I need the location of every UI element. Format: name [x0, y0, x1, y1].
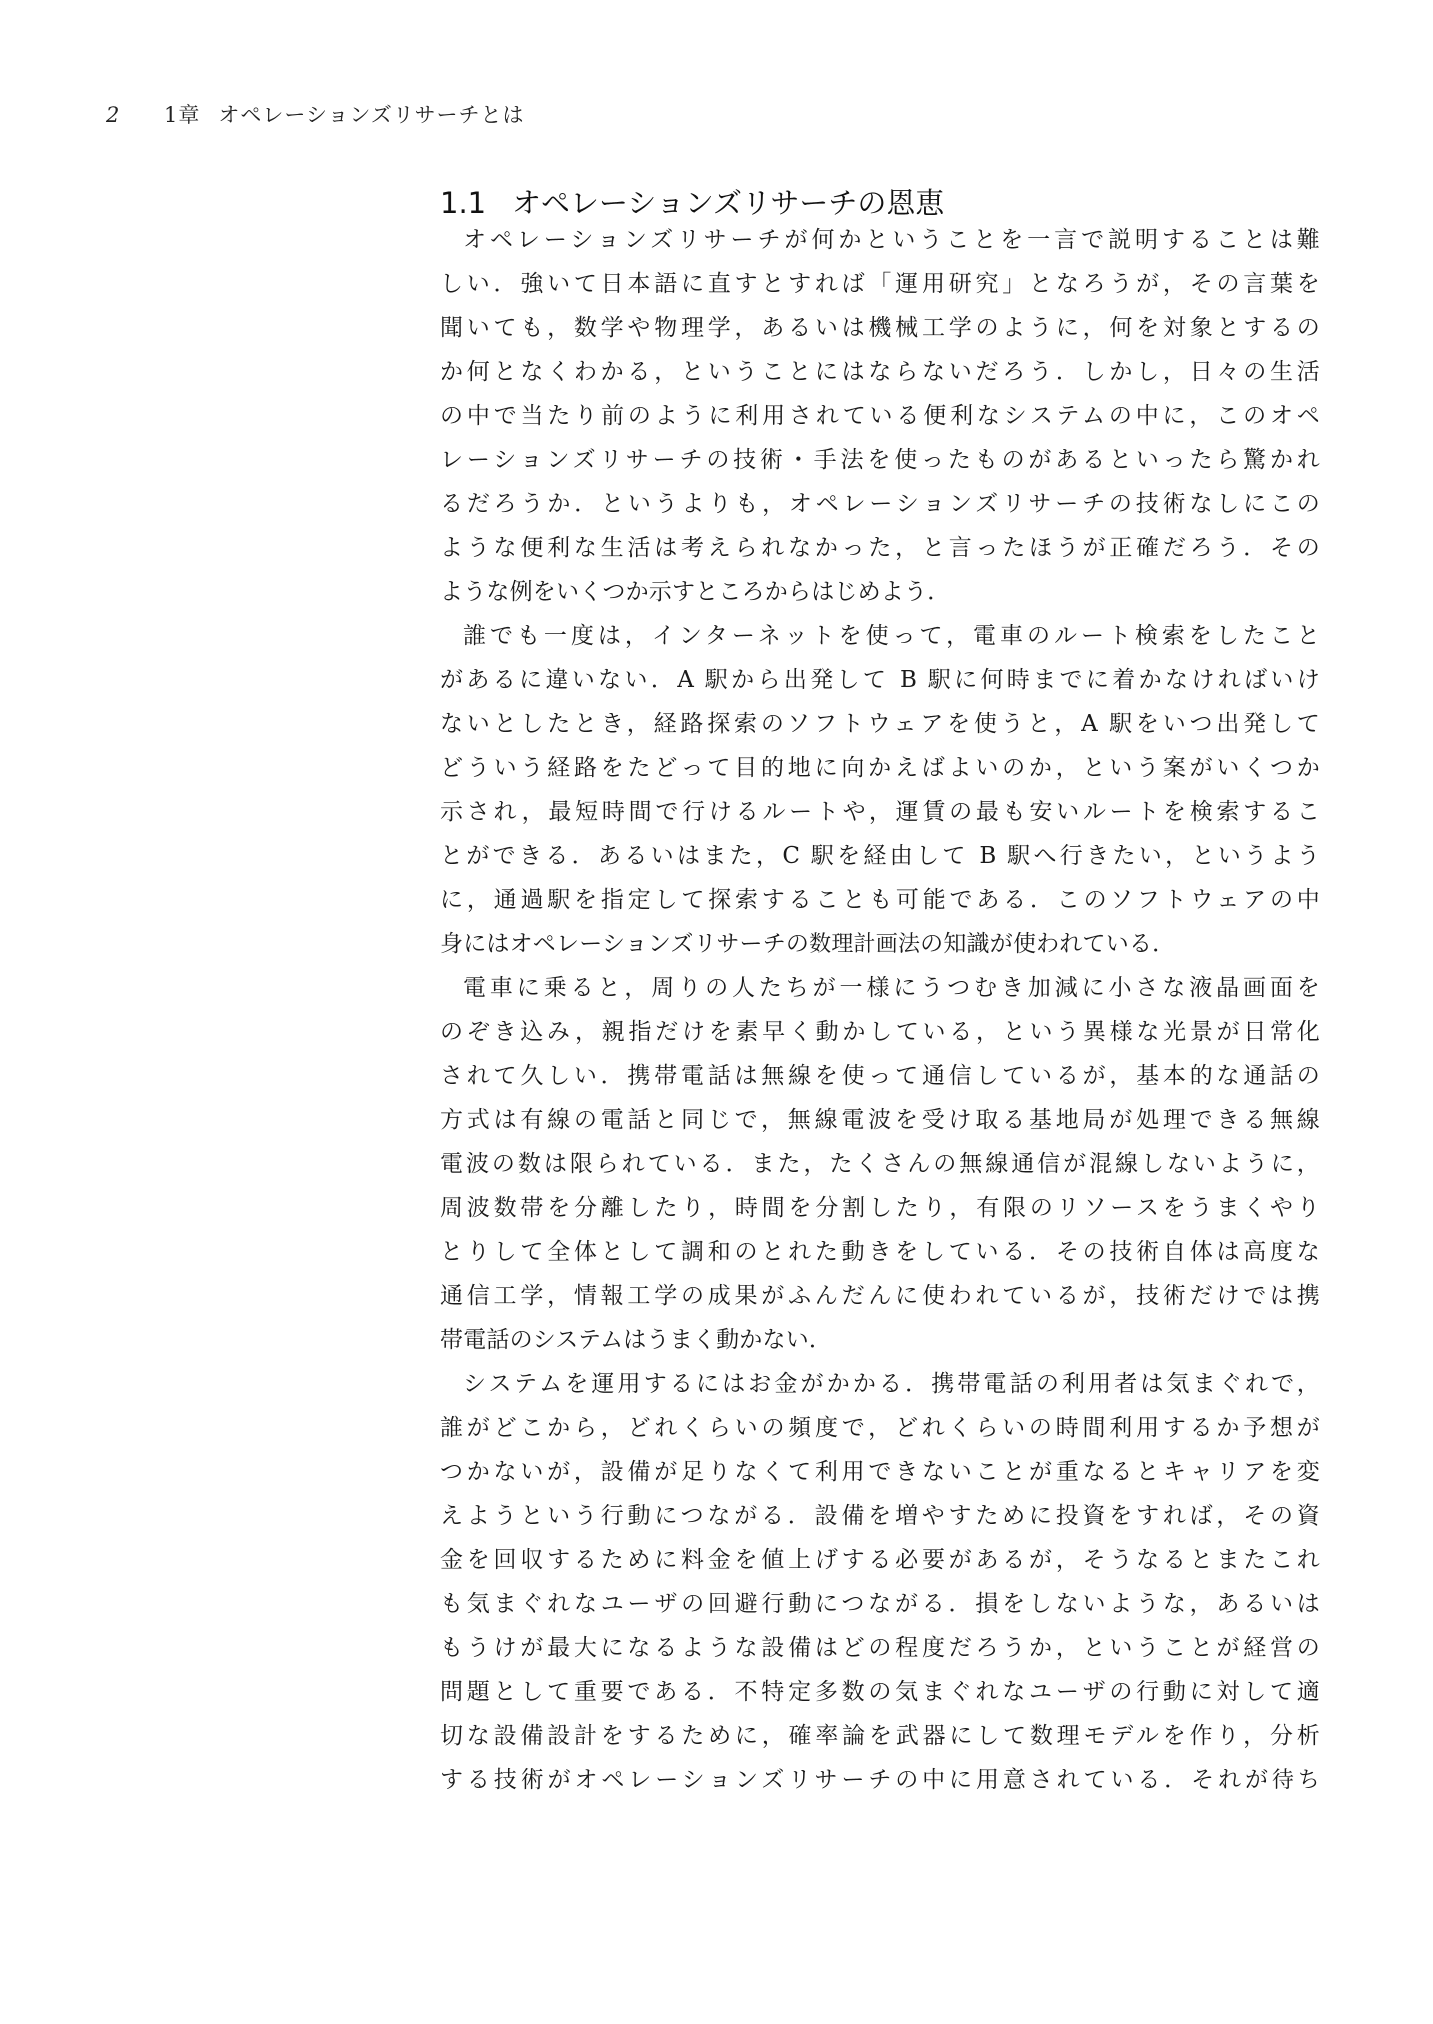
text-run: の知識が使われている．: [920, 931, 1176, 957]
text-line: 誰がどこから，どれくらいの頻度で，どれくらいの時間利用するか予想が: [440, 1415, 1320, 1441]
text-line: 帯電話のシステムはうまく動かない．: [440, 1327, 833, 1353]
text-line: [440, 922, 1320, 966]
text-line: も気まぐれなユーザの回避行動につながる．損をしないような，あるいは: [440, 1591, 1320, 1617]
text-line: どういう経路をたどって目的地に向かえばよいのか，という案がいくつか: [440, 755, 1320, 781]
section-heading: [440, 183, 944, 223]
paragraph: [440, 614, 1320, 966]
text-line: もうけが最大になるような設備はどの程度だろうか，ということが経営の: [440, 1635, 1320, 1661]
text-line: しい．強いて日本語に直すとすれば「運用研究」となろうが，その言葉を: [440, 271, 1320, 297]
text-line: ような例をいくつか示すところからはじめよう．: [440, 579, 951, 605]
text-line: 誰でも一度は，インターネットを使って，電車のルート検索をしたこと: [463, 623, 1320, 649]
text-line: 金を回収するために料金を値上げする必要があるが，そうなるとまたこれ: [440, 1547, 1320, 1573]
text-line: つかないが，設備が足りなくて利用できないことが重なるとキャリアを変: [440, 1459, 1320, 1485]
key-term: 待ち: [1271, 1768, 1320, 1793]
text-line: システムを運用するにはお金がかかる．携帯電話の利用者は気まぐれで，: [463, 1371, 1320, 1397]
text-line: があるに違いない．A 駅から出発して B 駅に何時までに着かなければいけ: [440, 667, 1320, 693]
section-title: オペレーションズリサーチの恩恵: [512, 186, 945, 220]
text-line: されて久しい．携帯電話は無線を使って通信しているが，基本的な通話の: [440, 1063, 1320, 1089]
chapter-label: 1章: [164, 103, 201, 127]
text-line: か何となくわかる，ということにはならないだろう．しかし，日々の生活: [440, 359, 1320, 385]
text-line: 問題として重要である．不特定多数の気まぐれなユーザの行動に対して適: [440, 1679, 1320, 1705]
text-line: オペレーションズリサーチが何かということを一言で説明することは難: [463, 227, 1320, 253]
text-line: 示され，最短時間で行けるルートや，運賃の最も安いルートを検索するこ: [440, 799, 1320, 825]
text-run: 身にはオペレーションズリサーチの: [440, 931, 810, 957]
paragraph: [440, 218, 1320, 614]
text-line: の中で当たり前のように利用されている便利なシステムの中に，このオペ: [440, 403, 1320, 429]
text-line: 聞いても，数学や物理学，あるいは機械工学のように，何を対象とするの: [440, 315, 1320, 341]
text-line: 通信工学，情報工学の成果がふんだんに使われているが，技術だけでは携: [440, 1283, 1320, 1309]
text-line: るだろうか．というよりも，オペレーションズリサーチの技術なしにこの: [440, 491, 1320, 517]
text-line: とりして全体として調和のとれた動きをしている．その技術自体は高度な: [440, 1239, 1320, 1265]
text-line: ような便利な生活は考えられなかった，と言ったほうが正確だろう．その: [440, 535, 1320, 561]
text-line: ないとしたとき，経路探索のソフトウェアを使うと，A 駅をいつ出発して: [440, 711, 1320, 737]
text-line: 電車に乗ると，周りの人たちが一様にうつむき加減に小さな液晶画面を: [463, 975, 1320, 1001]
key-term: 数理計画法: [809, 932, 921, 957]
paragraph: [440, 1362, 1320, 1802]
text-run: する技術がオペレーションズリサーチの中に用意されている．それが: [440, 1767, 1272, 1793]
section-body: [440, 218, 1320, 1802]
text-line: とができる．あるいはまた，C 駅を経由して B 駅へ行きたい，というよう: [440, 843, 1320, 869]
text-line: [440, 1758, 1320, 1802]
text-line: えようという行動につながる．設備を増やすために投資をすれば，その資: [440, 1503, 1320, 1529]
paragraph: [440, 966, 1320, 1362]
text-line: に，通過駅を指定して探索することも可能である．このソフトウェアの中: [440, 887, 1320, 913]
text-line: 周波数帯を分離したり，時間を分割したり，有限のリソースをうまくやり: [440, 1195, 1320, 1221]
text-line: レーションズリサーチの技術・手法を使ったものがあるといったら驚かれ: [440, 447, 1320, 473]
running-head: [106, 100, 524, 130]
page-number: 2: [106, 103, 121, 127]
text-line: 電波の数は限られている．また，たくさんの無線通信が混線しないように，: [440, 1151, 1320, 1177]
chapter-title: オペレーションズリサーチとは: [218, 103, 525, 127]
text-line: 方式は有線の電話と同じで，無線電波を受け取る基地局が処理できる無線: [440, 1107, 1320, 1133]
text-line: 切な設備設計をするために，確率論を武器にして数理モデルを作り，分析: [440, 1723, 1320, 1749]
section-number: 1.1: [440, 186, 487, 220]
text-line: のぞき込み，親指だけを素早く動かしている，という異様な光景が日常化: [440, 1019, 1320, 1045]
